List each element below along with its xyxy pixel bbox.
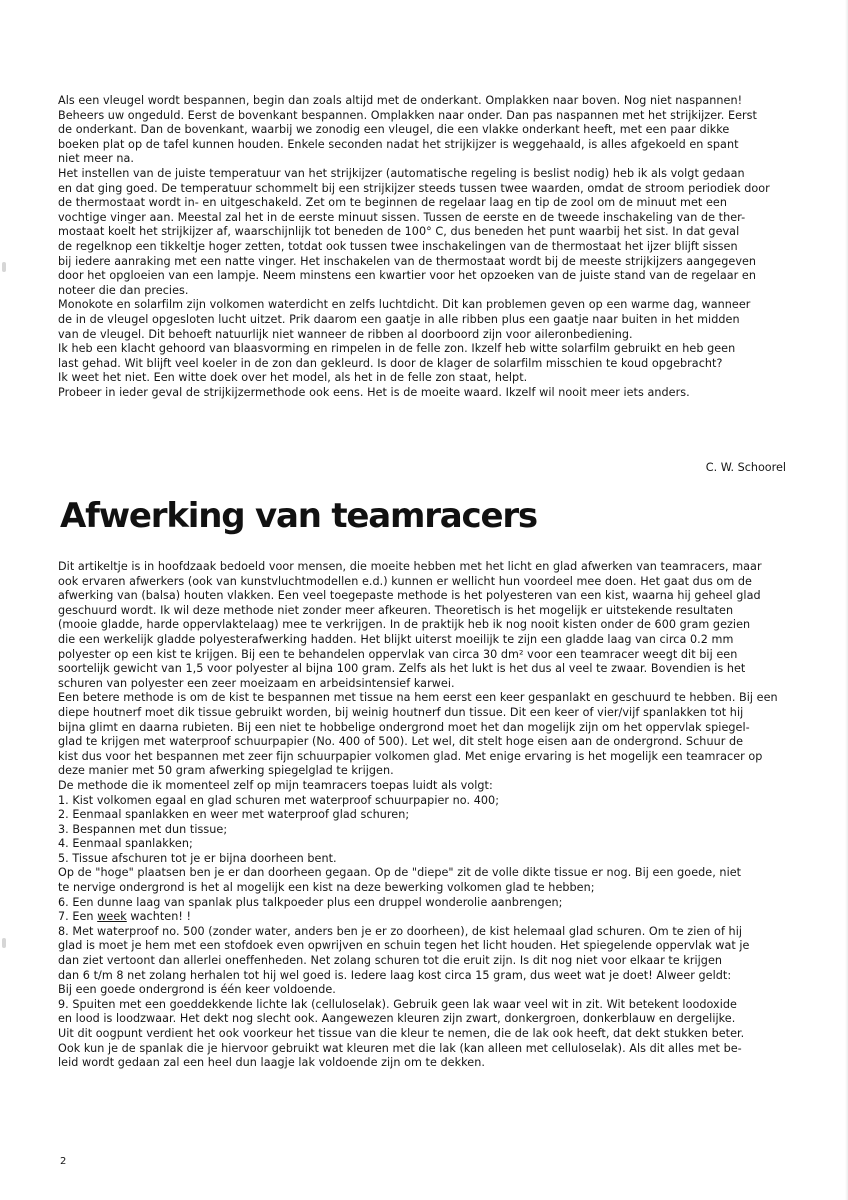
text-line: bij iedere aanraking met een natte vinger. Het inschakelen van de thermostaat wordt bij de meeste strijkijzers aangegeven xyxy=(58,254,757,268)
text-line: Ook kun je de spanlak die je hiervoor gebruikt wat kleuren met die lak (kan alleen met celluloselak). Als dit alles met be- xyxy=(58,1041,742,1055)
text-line: Ik weet het niet. Een witte doek over het model, als het in de felle zon staat, helpt. xyxy=(58,371,528,385)
list-item: 1. Kist volkomen egaal en glad schuren met waterproof schuurpapier no. 400; xyxy=(58,793,500,807)
page-number: 2 xyxy=(60,1156,67,1167)
text-line: Probeer in ieder geval de strijkijzermethode ook eens. Het is de moeite waard. Ikzelf wil nooit meer iets anders. xyxy=(58,385,690,399)
text-line: de in de vleugel opgesloten lucht uitzet. Prik daarom een gaatje in alle ribben plus een gaatje naar buiten in het midden xyxy=(58,312,740,326)
text-line: Bij een goede ondergrond is één keer voldoende. xyxy=(58,983,336,997)
scan-margin-mark xyxy=(2,938,6,948)
text-line: Monokote en solarfilm zijn volkomen waterdicht en zelfs luchtdicht. Dit kan problemen geven op een warme dag, wanneer xyxy=(58,298,751,312)
text-line: dan 6 t/m 8 net zolang herhalen tot hij wel goed is. Iedere laag kost circa 15 gram, dus weet wat je doet! Alweer geldt: xyxy=(58,968,732,982)
list-item: 5. Tissue afschuren tot je er bijna doorheen bent. xyxy=(58,851,337,865)
text-line: dan ziet vertoont dan allerlei oneffenheden. Net zolang schuren tot die eruit zijn. Is dit nog niet voor elkaar te krijgen xyxy=(58,954,723,968)
text-line: van de vleugel. Dit behoeft natuurlijk niet wanneer de ribben al doorboord zijn voor aileronbediening. xyxy=(58,327,633,341)
text-line: afwerking van (balsa) houten vlakken. Een veel toegepaste methode is het polyesteren van een kist, waarna hij geheel glad xyxy=(58,589,761,603)
list-item: 9. Spuiten met een goeddekkende lichte lak (celluloselak). Gebruik geen lak waar veel wit in zit. Wit betekent loodoxide xyxy=(58,997,737,1011)
text-line: Uit dit oogpunt verdient het ook voorkeur het tissue van die kleur te nemen, die de lak ook heeft, dat dekt stukken beter. xyxy=(58,1027,745,1040)
text-line: Ik heb een klacht gehoord van blaasvorming en rimpelen in de felle zon. Ikzelf heb witte solarfilm gebruikt en heb geen xyxy=(58,342,736,356)
list-item: 6. Een dunne laag van spanlak plus talkpoeder plus een druppel wonderolie aanbrengen; xyxy=(58,895,563,909)
text-line: glad is moet je hem met een stofdoek even opwrijven en schuin tegen het licht houden. Het spiegelende oppervlak wat je xyxy=(58,939,750,953)
text-line: de thermostaat wordt in- en uitgeschakeld. Zet om te beginnen de regelaar laag en tip de zool om de minuut met een xyxy=(58,196,727,210)
text-line: De methode die ik momenteel zelf op mijn teamracers toepas luidt als volgt: xyxy=(58,778,493,792)
text-line: glad te krijgen met waterproof schuurpapier (No. 400 of 500). Let wel, dit stelt hoge eisen aan de ondergrond. Schuur de xyxy=(58,735,744,749)
text-line: noteer die dan precies. xyxy=(58,283,189,297)
list-item: 2. Eenmaal spanlakken en weer met waterproof glad schuren; xyxy=(58,808,410,822)
text-line: die een werkelijk gladde polyesterafwerking hadden. Het blijkt uiterst moeilijk te zijn een gladde laag van circa 0.2 mm xyxy=(58,632,734,646)
text-line: Dit artikeltje is in hoofdzaak bedoeld voor mensen, die moeite hebben met het licht en glad afwerken van teamracers, maar xyxy=(58,560,762,573)
text-line: en dat ging goed. De temperatuur schommelt bij een strijkijzer steeds tussen twee waarden, omdat de stroom periodiek door xyxy=(58,181,770,195)
author-signature: C. W. Schoorel xyxy=(705,461,786,474)
article-body xyxy=(58,560,796,1071)
text-line: Beheers uw ongeduld. Eerst de bovenkant bespannen. Omplakken naar onder. Dan pas naspannen met het strijkijzer. Eerst xyxy=(58,108,757,122)
text-line: Het instellen van de juiste temperatuur van het strijkijzer (automatische regeling is beslist nodig) heb ik als volgt gedaan xyxy=(58,166,745,180)
step7-suffix: wachten! ! xyxy=(126,910,192,924)
text-line: de onderkant. Dan de bovenkant, waarbij we zonodig een vleugel, die een vlakke onderkant heeft, met een paar dikke xyxy=(58,123,730,137)
text-line: boeken plat op de tafel kunnen houden. Enkele seconden nadat het strijkijzer is weggehaald, is alles afgekoeld en spant xyxy=(58,137,739,151)
intro-text xyxy=(58,94,796,400)
text-line: niet meer na. xyxy=(58,152,134,166)
text-line: en lood is loodzwaar. Het dekt nog slecht ook. Aangewezen kleuren zijn zwart, donkergroen, donkerblauw en dergelijke. xyxy=(58,1012,736,1026)
list-item: 8. Met waterproof no. 500 (zonder water, anders ben je er zo doorheen), de kist helemaal glad schuren. Om te zien of hij xyxy=(58,924,743,938)
text-line: soortelijk gewicht van 1,5 voor polyester al bijna 100 gram. Zelfs als het lukt is het dus al veel te zwaar. Bovendien is het xyxy=(58,662,746,676)
text-line: Op de "hoge" plaatsen ben je er dan doorheen gegaan. Op de "diepe" zit de volle dikte tissue er nog. Bij een goede, niet xyxy=(58,866,742,880)
text-line: deze manier met 50 gram afwerking spiegelglad te krijgen. xyxy=(58,764,394,778)
list-item: 3. Bespannen met dun tissue; xyxy=(58,822,228,836)
text-line: te nervige ondergrond is het al mogelijk een kist na deze bewerking volkomen glad te hebben; xyxy=(58,881,595,895)
text-line: last gehad. Wit blijft veel koeler in de zon dan gekleurd. Is door de klager de solarfilm misschien te koud opgebracht? xyxy=(58,356,723,370)
text-line: leid wordt gedaan zal een heel dun laagje lak voldoende zijn om te dekken. xyxy=(58,1056,485,1070)
text-line: schuren van polyester een zeer moeizaam en arbeidsintensief karwei. xyxy=(58,676,455,690)
text-line: Als een vleugel wordt bespannen, begin dan zoals altijd met de onderkant. Omplakken naar boven. Nog niet naspannen! xyxy=(58,94,743,107)
text-line: diepe houtnerf moet dik tissue gebruikt worden, bij weinig houtnerf dun tissue. Dit een keer of vier/vijf spanlakken tot hij xyxy=(58,705,744,719)
text-line: kist dus voor het bespannen met zeer fijn schuurpapier volkomen glad. Met enige ervaring is het mogelijk een teamracer op xyxy=(58,749,763,763)
list-item xyxy=(58,910,796,925)
text-line: door het opgloeien van een lampje. Neem minstens een kwartier voor het opzoeken van de juiste stand van de regelaar en xyxy=(58,269,756,283)
scan-margin-mark xyxy=(2,262,6,272)
step7-prefix: 7. Een xyxy=(58,910,98,924)
text-line: (mooie gladde, harde oppervlaktelaag) mee te verkrijgen. In de praktijk heb ik nog nooit kisten onder de 600 gram gezien xyxy=(58,618,751,632)
article-title: Afwerking van teamracers xyxy=(60,496,537,536)
text-line: geschuurd wordt. Ik wil deze methode niet zonder meer afkeuren. Theoretisch is het mogelijk er uitstekende resultaten xyxy=(58,603,734,617)
text-line: vochtige vinger aan. Meestal zal het in de eerste minuut sissen. Tussen de eerste en de tweede inschakeling van de ther- xyxy=(58,210,746,224)
list-item: 4. Eenmaal spanlakken; xyxy=(58,837,193,851)
text-line: mostaat koelt het strijkijzer af, waarschijnlijk tot beneden de 100° C, dus beneden het punt waarbij het sist. In dat geval xyxy=(58,225,740,239)
text-line: ook ervaren afwerkers (ook van kunstvluchtmodellen e.d.) kunnen er wellicht hun voordeel mee doen. Het gaat dus om de xyxy=(58,574,752,588)
text-line: Een betere methode is om de kist te bespannen met tissue na hem eerst een keer gespanlakt en geschuurd te hebben. Bij een xyxy=(58,691,778,705)
text-line: de regelknop een tikkeltje hoger zetten, totdat ook tussen twee inschakelingen van de thermostaat het ijzer blijft sissen xyxy=(58,239,738,253)
text-line: bijna glimt en daarna rubieten. Bij een niet te hobbelige ondergrond moet het dan mogelijk zijn om het oppervlak spiegel- xyxy=(58,720,750,734)
step7-underlined-word: week xyxy=(97,910,127,924)
text-line: polyester op een kist te krijgen. Bij een te behandelen oppervlak van circa 30 dm² voor een teamracer weegt dit bij een xyxy=(58,647,738,661)
